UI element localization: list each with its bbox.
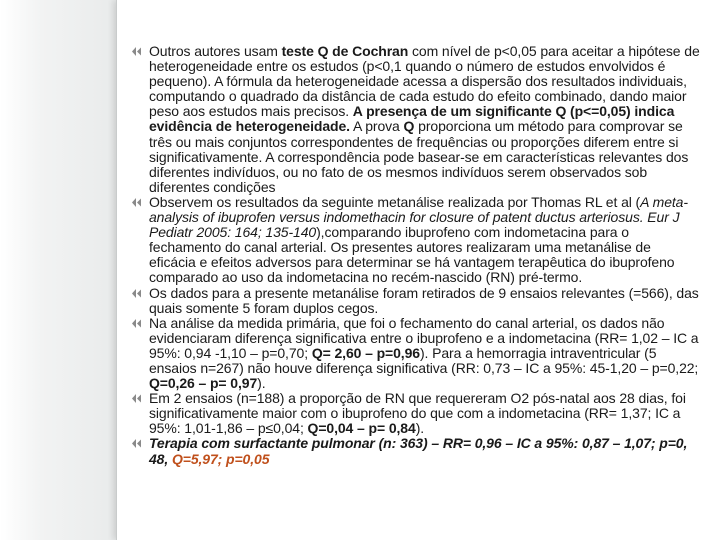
fancy-bullet-icon — [130, 392, 143, 405]
text-segment: ). — [415, 420, 425, 437]
text-segment: Outros autores usam — [149, 43, 282, 59]
text-segment-bold: teste Q de Cochran — [281, 43, 409, 59]
text-segment: proporciona um método para comprovar se três ou mais conjuntos correspondentes de frequências ou proporções diferem entre si significativamente. A correspondência pode basear-se em características relevantes dos diferentes indivíduos, ou no fato de os mesmos indivíduos serem observados sob diferentes condições — [149, 118, 689, 195]
fancy-bullet-icon — [130, 196, 143, 209]
text-segment: Em 2 ensaios (n=188) a proporção de RN que requereram O2 pós-natal aos 28 dias, foi significativamente maior com o ibuprofeno do que com a indometacina (RR= 1,37; IC a 95%: 1,01-1,86 – p≤0,04; — [149, 390, 686, 437]
bullet-data-sources — [130, 286, 700, 316]
bullet-surfactant-therapy — [130, 436, 700, 466]
text-segment: ). — [257, 375, 266, 392]
left-background-band — [0, 0, 116, 540]
fancy-bullet-icon — [130, 45, 143, 58]
bullet-primary-outcome — [130, 316, 700, 391]
highlighted-q-value: Q=5,97; p=0,05 — [171, 450, 270, 467]
text-segment: ). Para a hemorragia intraventricular (5 ensaios n=267) não houve diferença significativa (RR: 0,73 – IC a 95%: 45-1,20 – p=0,22; — [149, 344, 699, 376]
text-segment-bold: A presença de um significante Q (p<=0,05) indica evidência de heterogeneidade. — [149, 103, 675, 135]
fancy-bullet-icon — [130, 287, 143, 300]
text-segment: A prova — [349, 118, 404, 135]
text-segment-bold: Q=0,04 – p= 0,84 — [307, 420, 416, 437]
bullet-thomas-metaanalysis — [130, 195, 700, 286]
text-segment: com nível de p<0,05 para aceitar a hipótese de heterogeneidade entre os estudos (p<0,1 quando o número de estudos envolvidos é pequeno). A fórmula da heterogeneidade acessa a dispersão dos resultados individuais, computando o quadrado da distância de cada estudo do efeito combinado, dando maior peso aos estudos mais precisos. — [149, 43, 700, 120]
text-segment: ),comparando ibuprofeno com indometacina para o fechamento do canal arterial. Os presentes autores realizaram uma metanálise de eficácia e efeitos adversos para determinar se há vantagem terapêutica do ibuprofeno comparado ao uso da indometacina no recém-nascido (RN) pré-termo. — [149, 224, 675, 286]
bullet-oxygen-requirement — [130, 391, 700, 436]
text-segment: Os dados para a presente metanálise foram retirados de 9 ensaios relevantes (=566), das quais somente 5 foram duplos cegos. — [149, 284, 699, 316]
text-segment-bold: Q=0,26 – p= 0,97 — [149, 375, 258, 392]
bullet-list — [130, 44, 700, 467]
text-segment-bold: Q — [403, 118, 415, 135]
fancy-bullet-icon — [130, 437, 143, 450]
fancy-bullet-icon — [130, 317, 143, 330]
text-segment: Observem os resultados da seguinte metanálise realizada por Thomas RL et al ( — [149, 193, 641, 210]
text-segment-italic: A meta-analysis of ibuprofen versus indomethacin for closure of patent ductus arteriosus. Eur J Pediatr 2005: 164; 135-140 — [149, 193, 688, 241]
bullet-cochran-q-test — [130, 44, 700, 195]
text-segment: Na análise da medida primária, que foi o fechamento do canal arterial, os dados não evidenciaram diferença significativa entre o ibuprofeno e a indometacina (RR= 1,02 – IC a 95%: 0,94 -1,10 – p=0,70; — [149, 314, 699, 361]
text-segment-bold: Q= 2,60 – p=0,96 — [311, 344, 420, 361]
text-segment-bold-italic: Terapia com surfactante pulmonar (n: 363) – RR= 0,96 – IC a 95%: 0,87 – 1,07; p=0, 48, — [149, 435, 688, 467]
